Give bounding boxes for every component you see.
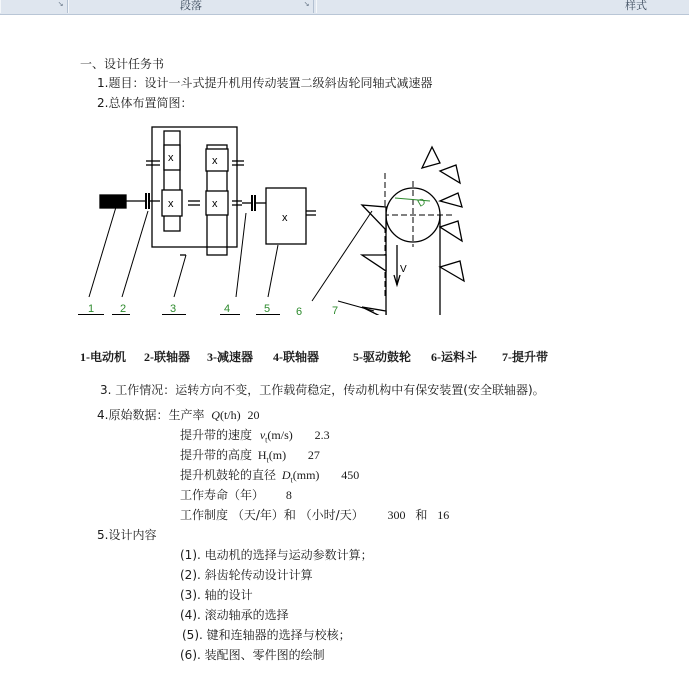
q-value: 20 (247, 408, 260, 422)
item-title: 1.题目：设计一斗式提升机用传动装置二级斜齿轮同轴式减速器 (97, 76, 433, 90)
belt-height-subscript: t (266, 455, 269, 465)
belt-speed-unit: (m/s) (267, 428, 293, 442)
svg-text:x: x (168, 152, 174, 164)
row-service-life (180, 488, 292, 502)
q-symbol: Q (211, 408, 220, 422)
original-data-prefix: 4.原始数据：生产率 (97, 408, 205, 422)
part-number-5: 5 (264, 303, 271, 315)
part-number-7: 7 (332, 305, 339, 315)
working-regime-days: 300 (387, 508, 406, 522)
motor-shape (100, 195, 126, 208)
belt-speed-label: 提升带的速度 (180, 428, 253, 442)
paragraph-dialog-launcher-icon[interactable]: ↘ (303, 0, 310, 8)
ribbon-group-paragraph (68, 0, 314, 13)
item-working-conditions: 3. 工作情况：运转方向不变，工作载荷稳定，传动机构中有保安装置(安全联轴器)。 (100, 383, 545, 397)
belt-height-value: 27 (307, 448, 320, 462)
svg-text:x: x (212, 155, 218, 167)
svg-text:x: x (168, 198, 174, 210)
part-number-3: 3 (170, 303, 177, 315)
layout-diagram (0, 115, 689, 315)
belt-height-symbol: H (257, 448, 267, 462)
q-unit: (t/h) (219, 408, 241, 422)
drum-diameter-subscript: t (290, 475, 293, 485)
part-number-2: 2 (120, 303, 127, 315)
ribbon-group-styles (316, 0, 689, 13)
item-original-data (97, 408, 259, 422)
item-layout-heading: 2.总体布置简图： (97, 96, 193, 110)
content-line-6: (6). 装配图、零件图的绘制 (180, 648, 325, 662)
content-line-4: (4). 滚动轴承的选择 (180, 608, 289, 622)
belt-speed-subscript: t (265, 435, 268, 445)
part-number-4: 4 (224, 303, 231, 315)
row-belt-speed (180, 428, 330, 447)
belt-speed-value: 2.3 (314, 428, 330, 442)
legend-item-2: 2-联轴器 (144, 350, 190, 364)
section-heading: 一、设计任务书 (80, 57, 165, 71)
item-design-contents: 5.设计内容 (97, 528, 157, 542)
row-drum-diameter (180, 468, 359, 487)
drum-diameter-unit: (mm) (292, 468, 320, 482)
drum-diameter-value: 450 (341, 468, 360, 482)
service-life-label: 工作寿命（年） (180, 488, 265, 502)
document-page[interactable] (0, 15, 689, 683)
velocity-label: V (400, 264, 407, 275)
ribbon-group-paragraph-label: 段落 (180, 0, 202, 12)
ribbon-bar (0, 0, 689, 15)
ribbon-group-styles-label: 样式 (625, 0, 647, 12)
legend-item-4: 4-联轴器 (273, 350, 319, 364)
content-line-2: (2). 斜齿轮传动设计计算 (180, 568, 313, 582)
legend-item-5: 5-驱动鼓轮 (353, 350, 411, 364)
part-number-6: 6 (296, 306, 303, 315)
row-belt-height (180, 448, 320, 467)
part-number-1: 1 (88, 303, 95, 315)
legend-item-6: 6-运料斗 (431, 350, 477, 364)
belt-speed-symbol: v (259, 428, 266, 442)
legend-item-3: 3-减速器 (207, 350, 253, 364)
content-line-3: (3). 轴的设计 (180, 588, 253, 602)
service-life-value: 8 (285, 488, 292, 502)
legend-item-7: 7-提升带 (502, 350, 548, 364)
belt-height-unit: (m) (268, 448, 287, 462)
svg-text:x: x (212, 198, 218, 210)
working-regime-hours: 16 (437, 508, 450, 522)
belt-height-label: 提升带的高度 (180, 448, 253, 462)
content-line-1: (1). 电动机的选择与运动参数计算； (180, 548, 373, 562)
svg-text:x: x (282, 212, 288, 224)
dialog-launcher-icon[interactable]: ↘ (57, 0, 64, 8)
content-line-5: (5). 键和连轴器的选择与校核； (182, 628, 351, 642)
row-working-regime (180, 508, 449, 522)
working-regime-label: 工作制度 （天/年）和 （小时/天） (180, 508, 364, 522)
drum-diameter-symbol: D (281, 468, 291, 482)
ribbon-group-left (0, 0, 68, 13)
legend-item-1: 1-电动机 (80, 350, 126, 364)
drum-diameter-label: 提升机鼓轮的直径 (180, 468, 277, 482)
working-regime-and: 和 (415, 508, 428, 522)
pulley-diameter-label: D (416, 196, 428, 210)
